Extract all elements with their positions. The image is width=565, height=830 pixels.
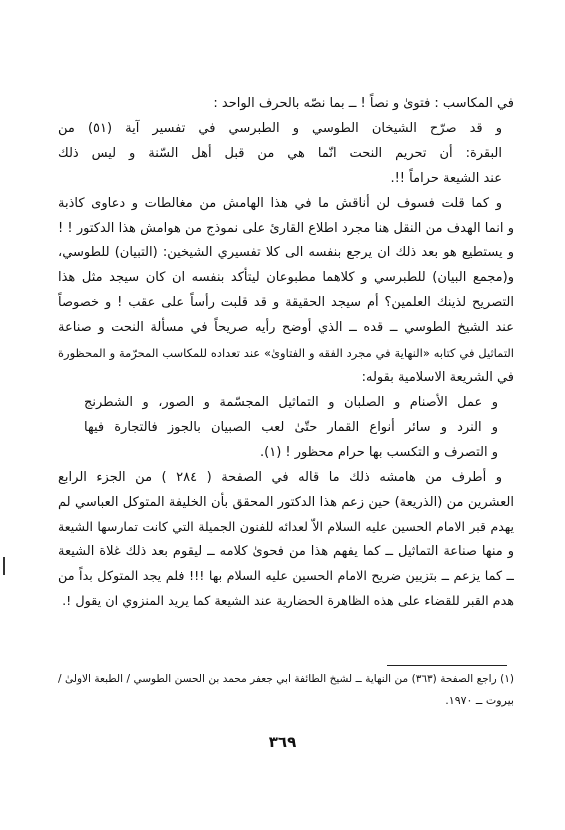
- text-line: و كما قلت فسوف لن أناقش ما في هذا الهامش من مغالطات و دعاوى كاذبة: [58, 195, 502, 211]
- text-line: التصريح لذينك العلمين؟ أم سيجد الحقيقة و قد قلبت رأساً على عقب ! و خصوصاً: [58, 295, 514, 311]
- quote-line: و التصرف و التكسب بها حرام محظور ! (١).: [259, 444, 498, 460]
- text-line: في الشريعة الاسلامية بقوله:: [361, 369, 514, 385]
- quote-line: و عمل الأصنام و الصلبان و التماثيل المجسّمة و الصور، و الشطرنج: [84, 394, 498, 410]
- text-line: و أطرف من هامشه ذلك ما قاله في الصفحة ( ٢٨٤ ) من الجزء الرابع: [58, 469, 503, 485]
- quote-line: و النرد و سائر أنواع القمار حتّىٰ لعب الصبيان بالجوز فالتجارة فيها: [84, 419, 498, 435]
- text-line: التماثيل في كتابه «النهاية في مجرد الفقه و الفتاوىٰ» عند تعداده للمكاسب المحرّمة و المحظورة: [58, 346, 514, 361]
- text-line: و منها صناعة التماثيل ــ كما يفهم هذا من فحوىٰ كلامه ــ ليقوم بعد ذلك غلاة الشيعة: [58, 544, 514, 560]
- text-line: عند الشيخ الطوسي ــ قده ــ الذي أوضح رأيه صريحاً في مسألة النحت و صناعة: [58, 320, 514, 336]
- footnote-line: (١) راجع الصفحة (٣٦٣) من النهاية ــ لشيخ الطائفة ابي جعفر محمد بن الحسن الطوسي / الطبعة الاولىٰ /: [58, 673, 514, 685]
- text-line: ــ كما يزعم ــ بتزيين ضريح الامام الحسين عليه السلام بها !!! فلم يجد المتوكل بداً من: [58, 569, 514, 585]
- margin-mark: [3, 557, 5, 575]
- text-line: هدم القبر للقضاء على هذه الظاهرة الحضارية عند الشيعة كما يريد المنزوي ان يقول !.: [62, 594, 514, 610]
- text-line: في المكاسب : فتوىٰ و نصاً ! ــ بما نصّه بالحرف الواحد :: [213, 96, 514, 111]
- text-line: يهدم قبر الامام الحسين عليه السلام الاّ لعدائه للفنون الجميلة التي كانت تمارسها الشيعة: [58, 519, 514, 535]
- text-line: و(مجمع البيان) للطبرسي و كلاهما مطبوعان ليتأكد بنفسه ان كان سيجد مثل هذا: [58, 270, 514, 286]
- main-text: [58, 92, 514, 615]
- footnote-divider: [387, 665, 507, 666]
- footnote: [58, 668, 514, 712]
- text-line: العشرين من (الذريعة) حين زعم هذا الدكتور المحقق بأن الخليفة المتوكل العباسي لم: [58, 494, 514, 510]
- text-line: و يستطيع هو بعد ذلك ان يرجع بنفسه الى كلا تفسيري الشيخين: (التبيان) للطوسي،: [58, 245, 514, 261]
- page-number: ٣٦٩: [268, 733, 297, 751]
- footnote-line: بيروت ــ ١٩٧٠.: [445, 694, 514, 707]
- text-line: عند الشيعة حراماً !!.: [390, 170, 502, 186]
- text-line: و انما الهدف من النقل هنا مجرد اطلاع القارئ على نموذج من هوامش هذا الدكتور ! !: [58, 220, 514, 236]
- text-line: البقرة: أن تحريم النحت انّما هي من قبل أهل السّنة و ليس ذلك: [58, 145, 502, 161]
- text-line: و قد صرّح الشيخان الطوسي و الطبرسي في تفسير آية (٥١) من: [58, 120, 502, 136]
